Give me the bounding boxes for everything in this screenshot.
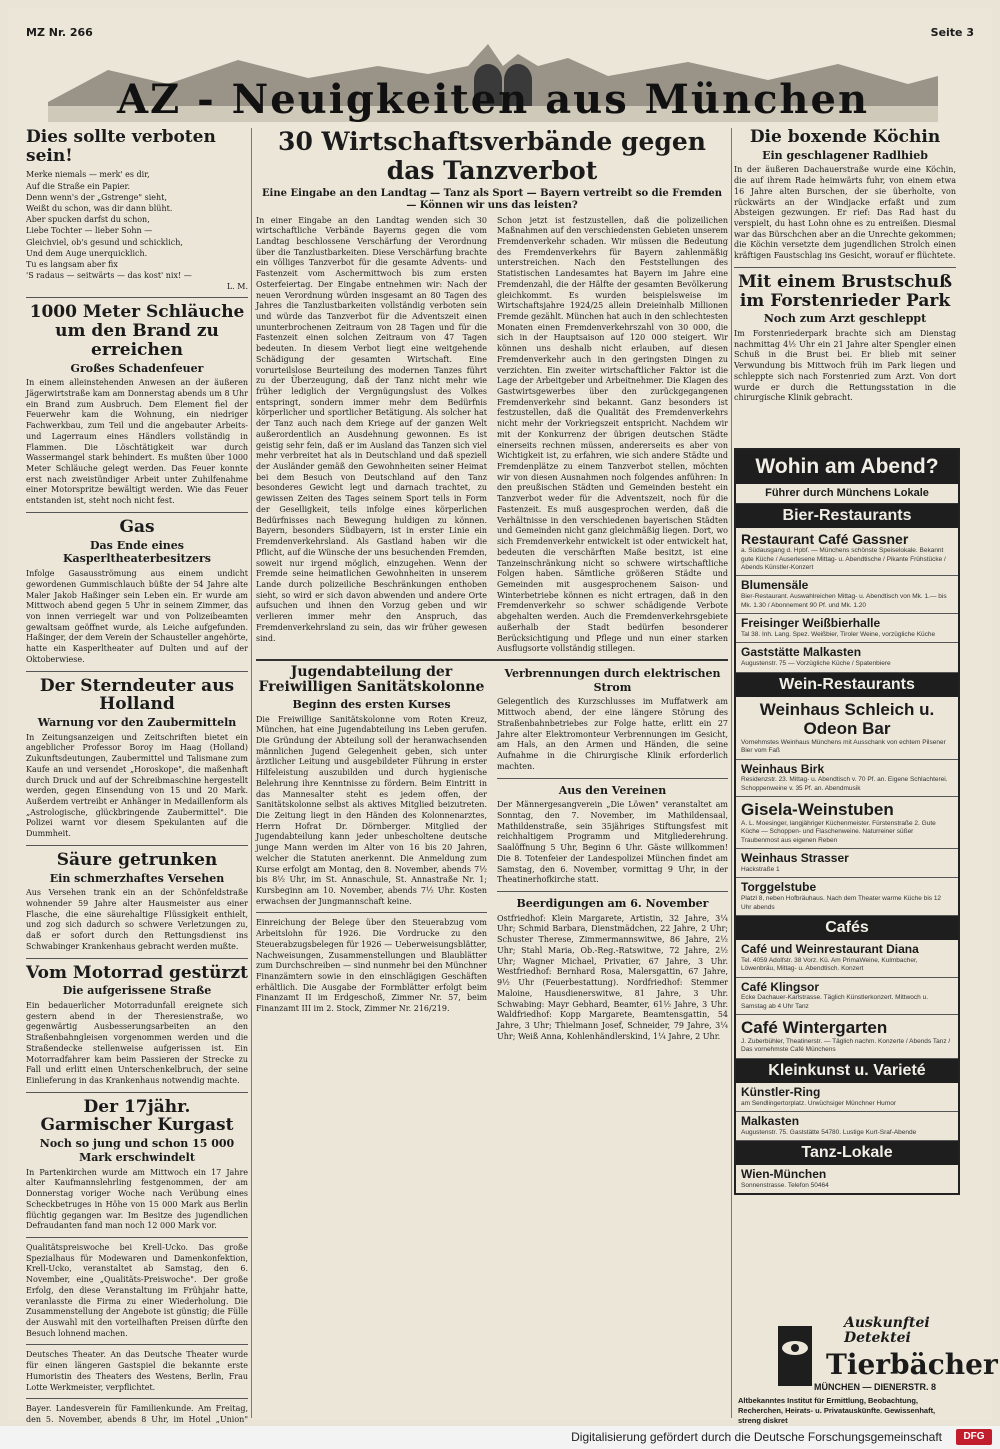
column-rule (731, 128, 732, 1418)
divider (26, 1344, 248, 1345)
poem (26, 169, 248, 292)
article-text: Die Freiwillige Sanitätskolonne vom Roten Kreuz, München, hat eine Jugendabteilung ins Leben gerufen. Die Gründung der Abteilung soll der heranwachsenden männlichen Jugend Gelegenheit geben, sich unter ärztlicher Leitung und ausgebildeter Führung in erster Hilfeleistung auszubilden und durch hygienische Belehrung ihre Kenntnisse zu fördern. Beim Eintritt in das Mannesalter steht es jedem offen, der Sanitätskolonne selbst als aktives Mitglied beizutreten. Die Zeitung liegt in den Händen des Kolonnenarztes, Herrn Hofrat Dr. Dörnberger. Mitglied der Jugendabteilung kann jeder unbescholtene deutsche junge Mann werden im Alter von 16 bis 20 Jahren, welcher die Statuten anerkennt. Die Anmeldung zum Kurse erfolgt am Montag, den 8. November, abends 7½ bis 8½ Uhr, im St. Annaschule, St. Annastraße Nr. 1; Kursbeginn am 10. November, abends 7½ Uhr. Kosten erwachsen der Jungmannschaft keine. (256, 714, 487, 906)
eye-icon (778, 1326, 812, 1386)
ad-entry-desc: Platzl 8, neben Hofbräuhaus. Nach dem Theater warme Küche bis 12 Uhr abends (741, 895, 942, 911)
poem-line: Auf die Straße ein Papier. (26, 181, 130, 191)
ad-entry-desc: Bier-Restaurant. Auswahlreichen Mittag- u. Abendtisch von Mk. 1.— bis Mk. 1.30 / Abonnement 90 Pf. und Mk. 1.20 (741, 593, 947, 609)
ad-entry-name: Weinhaus Birk (741, 761, 825, 776)
poem-line: Tu es langsam aber fix (26, 259, 118, 269)
ad-section-header: Bier-Restaurants (736, 504, 958, 528)
divider (256, 912, 487, 913)
article-title: Verbrennungen durch elektrischen Strom (504, 666, 721, 694)
article-title: Jugendabteilung der Freiwilligen Sanitätskolonne (258, 663, 485, 696)
ad-section-header: Cafés (736, 916, 958, 940)
article-text: In einer Eingabe an den Landtag wenden sich 30 wirtschaftliche Verbände Bayerns gegen die vom Landtag beschlossene Verschärfung der Verordnung über die Tanzlustbarkeiten. Diese Verschärfung brachte ein völliges Tanzverbot für die gesamte Advents- und Fastenzeit vom Aschermittwoch bis zum ersten Osterfeiertag. Der Eingabe entnehmen wir: Nach der neuen Verordnung würden insgesamt an 80 Tagen des Jahres die Tanzlustbarkeiten vollständig verboten sein und würde das Tanzverbot für die Adventszeit einen ununterbrochenen Zeitraum von 28 Tagen und für die Fastenzeit einen solchen Zeitraum von 47 Tagen bedeuten. In diesem Verbot liegt eine weitgehende Schädigung der gesamten Wirtschaft. Eine vorurteilslose Beurteilung des modernen Tanzes führt zu der Überzeugung, daß der Tanz nicht mehr wie früher lediglich der Vergnügungslust des Volkes entspringt, sondern immer mehr dem Bedürfnis körperlicher und sportlicher Betätigung. Als solcher hat der Tanz auch nach dem Kriege auf der ganzen Welt außerordentlich an Ausdehnung gewonnen. Es ist geistig sehr fein, daß er im Ausland das Tanzen sich viel mehr verbreitet hat als in Deutschland und daß speziell der Ausländer gemäß den Gewohnheiten seiner Heimat bei dem Besuch von Deutschland auf den Tanz besonderes Gewicht legt und darnach trachtet, zu gewissen Zeiten des Tages seinem Sport teils in Form der Geselligkeit, teils infolge eines körperlichen Bedürfnisses nach Bewegung huldigen zu können. Bayern, besonders Südbayern, ist in erster Linie ein Fremdenverkehrsland. Als Gastland haben wir die Pflicht, auf die Wünsche der uns besuchenden Fremden, soweit nur irgend möglich, einzugehen. Wenn der Fremde seine heimatlichen Gewohnheiten in unserem Lande durch polizeiliche Beschränkungen enthoben sieht, so wird er sich davon abwenden und andere Orte aufsuchen und ihnen den Vorzug geben und wir verlieren immer mehr den Anspruch, das Fremdenverkehrsland zu sein, das wir früher gewesen sind. (256, 215, 487, 643)
divider (734, 267, 956, 268)
page-number: Seite 3 (930, 26, 974, 39)
divider (497, 778, 728, 779)
ad-entry-desc: Residenzstr. 23. Mittag- u. Abendtisch v. 70 Pf. an. Eigene Schlachterei. Schoppenweine v. 35 Pf. an. Abendmusik (741, 776, 948, 792)
article-subtitle: Beginn des ersten Kurses (292, 697, 451, 711)
lower-articles (256, 665, 728, 1042)
article-text: Infolge Gasausströmung aus einem undicht gewordenen Gummischlauch büßte der 54 Jahre alte Maler Jakob Haßinger sein Leben ein. Er wurde am Mittwoch abend gegen 5 Uhr in seinem Zimmer, das von innen verriegelt war und von Polizeibeamten gewaltsam geöffnet wurde, als Leiche aufgefunden. Haßinger, der dem Verein der Schausteller angehörte, hatte ein Kasperltheater auf Dulten und auf der Oktoberwiese. (26, 569, 248, 664)
notice-text: Bayer. Landesverein für Familienkunde. Am Freitag, den 5. November, abends 8 Uhr, im Hotel „Union" (26, 1404, 248, 1425)
ad-entry (736, 797, 958, 849)
article-subtitle: Noch so jung und schon 15 000 Mark erschwindelt (39, 1137, 235, 1164)
ad-entry (736, 940, 958, 978)
dfg-logo: DFG (956, 1429, 992, 1445)
poem-line: Denn wenn's der „Gstrenge" sieht, (26, 192, 167, 202)
ad-subtitle: Führer durch Münchens Lokale (736, 484, 958, 504)
ad-entry (736, 528, 958, 576)
ad-title: Wohin am Abend? (736, 450, 958, 484)
ad-entry-name: Café Klingsor (741, 979, 820, 994)
article-subtitle: Großes Schadenfeuer (70, 361, 204, 375)
ad-entry-name: Künstler-Ring (741, 1084, 821, 1099)
poem-line: Liebe Tochter — lieber Sohn — (26, 226, 153, 236)
ad-entry-name: Gaststätte Malkasten (741, 645, 862, 660)
article-title: Aus den Vereinen (558, 783, 667, 797)
divider (497, 891, 728, 892)
poem-line: Merke niemals — merk' es dir, (26, 170, 150, 180)
section-banner (48, 40, 938, 122)
ad-entry-name: Wien-München (741, 1167, 827, 1182)
ad-entry (736, 643, 958, 672)
ad-entry-name: Café und Weinrestaurant Diana (741, 941, 919, 956)
ad-entry-desc: Vornehmstes Weinhaus Münchens mit Ausschank von echtem Pilsener Bier vom Faß (741, 738, 946, 755)
ad-entry-desc: Augustenstr. 75. Gaststätte 54780. Lustige Kurt-Sraf-Abende (741, 1128, 917, 1136)
article-title: Gas (119, 516, 155, 537)
divider (26, 958, 248, 959)
poem-line: 'S radaus — seitwärts — das kost' nix! — (26, 271, 192, 281)
poem-line: Aber spucken darfst du schon, (26, 215, 150, 225)
column-right (734, 128, 956, 404)
ad-entry-name: Torggelstube (741, 880, 817, 895)
poem-line: Weißt du schon, was dir dann blüht. (26, 203, 173, 213)
article-text: Gelegentlich des Kurzschlusses im Muffatwerk am Mittwoch abend, der eine längere Störung des Straßenbahnbetriebes zur Folge hatte, erlitt ein 27 Jahre alter Elektromonteur Verbrennungen im Gesicht, am Hals, an den Armen und Händen, die seine Aufnahme in die Chirurgische Klinik erforderlich machten. (497, 697, 728, 771)
banner-title: AZ - Neuigkeiten aus München (116, 76, 870, 123)
ad-entry-name: Gisela-Weinstuben (741, 800, 894, 820)
ad-entry (736, 978, 958, 1016)
ad-entry-desc: a. Südausgang d. Hpbf. — Münchens schönste Speiselokale. Bekannt gute Küche / Auserlesene Mittag- u. Abendtische / Pikante Frühstücke / Abends Künstler-Konzert (741, 547, 946, 571)
notice-text: Einreichung der Belege über den Steuerabzug vom Arbeitslohn für 1926. Die Vordrucke zu den Steuerabzugsbelegen für 1926 — Ueberweisungsblätter, Nachweisungen, Zusammenstellungen und Blaublätter zum Durchschreiben — sind nunmehr bei den Münchner Finanzämtern sowie in den einschlägigen Geschäften erhältlich. Die Ausgabe der Formblätter erfolgt beim Finanzamt II im Erdgeschoß, Zimmer Nr. 57, beim Finanzamt III im 2. Stock, Zimmer Nr. 216/219. (256, 918, 487, 1014)
ad-entry (736, 614, 958, 643)
article-text: In Zeitungsanzeigen und Zeitschriften bietet ein angeblicher Professor Boroy im Haag (Holland) Zukunftsdeutungen, Zaubermittel und Talismane zum Kaufe an und versendet „Horoskope", die maßenhaft durch Druck und auf der Schreibmaschine hergestellt werden, gegen Einsendung von 15 und 20 Mark. Außerdem vertreibt er Anhänger in Medaillenform als „Astrologische, glückbringende Zaubermittel". Die Polizei warnt vor diesem Spekulanten auf die Dummheit. (26, 732, 248, 839)
ad-section-header: Kleinkunst u. Varieté (736, 1059, 958, 1083)
poem-author: L. M. (226, 282, 248, 292)
poem-line: Gleichviel, ob's gesund und schicklich, (26, 237, 183, 247)
article-subtitle: Ein schmerzhaftes Versehen (49, 871, 225, 885)
article-text: Aus Versehen trank ein an der Schönfeldstraße wohnender 59 Jahre alter Hausmeister aus einer Flasche, die eine säurehaltige Flüssigkeit enthielt, und zog sich dadurch so schwere Verletzungen zu, daß er sofort durch den Rettungsdienst ins Schwabinger Krankenhaus gebracht werden mußte. (26, 888, 248, 951)
column-center (256, 128, 728, 1042)
issue-number: MZ Nr. 266 (26, 26, 93, 39)
page-header (22, 22, 982, 42)
ad-brand: Tierbächer (826, 1348, 998, 1381)
divider (26, 1092, 248, 1093)
article-text: In der äußeren Dachauerstraße wurde eine Köchin, die auf ihrem Rade heimwärts fuhr, von einem etwa 16 Jahre alten Burschen, der sie überholte, von rückwärts an der Windjacke erfaßt und zum Absteigen gezwungen. Er rief: Das Rad hast du verspielt, du hast Lohn ohne es zu entreißen. Diesmal war das Bürschchen aber an die Unrechte gekommen; die Köchin versetzte dem jugendlichen Strolch einen kräftigen Faustschlag ins Gesicht, worauf er flüchtete. (734, 165, 956, 261)
divider (26, 845, 248, 846)
article-title: Beerdigungen am 6. November (516, 897, 709, 910)
detective-agency-ad (734, 1315, 998, 1425)
article-title: Der Sterndeuter aus Holland (39, 675, 235, 715)
article-subtitle: Die aufgerissene Straße (62, 984, 212, 998)
ad-entry-name: Weinhaus Strasser (741, 851, 849, 866)
article-text: Der Männergesangverein „Die Löwen" veranstaltet am Sonntag, den 7. November, im Mathildensaal, Mathildenstraße, sein 35jähriges Stiftungsfest mit reichhaltigem Programm und Mitgliederehrung. Saalöffnung 5 Uhr, Beginn 6 Uhr. Gäste willkommen! Die 8. Totenfeier der Landespolizei München findet am Samstag, den 6. November, vormittag 9 Uhr, in der Theatinerhofkirche statt. (497, 800, 728, 885)
restaurant-guide-ad (734, 448, 960, 1195)
divider (26, 1398, 248, 1399)
divider (26, 512, 248, 513)
ad-description: Altbekanntes Institut für Ermittlung, Beobachtung, Recherchen, Heirats- u. Privatauskünfte. Gewissenhaft, streng diskret (738, 1396, 936, 1425)
poem-line: Und dem Auge unerquicklich. (26, 248, 148, 258)
ad-entry-desc: Tal 38. Inh. Lang. Spez. Weißbier, Tiroler Weine, vorzügliche Küche (741, 630, 936, 638)
article-title: Vom Motorrad gestürzt (26, 962, 248, 983)
ad-entry (736, 1165, 958, 1193)
divider (256, 659, 728, 661)
ad-section-header: Wein-Restaurants (736, 673, 958, 697)
ad-line: Auskunftei Detektei (844, 1315, 930, 1347)
article-title: Mit einem Brustschuß im Forstenrieder Park (737, 271, 953, 311)
notice-text: Qualitätspreiswoche bei Krell-Ucko. Das große Spezialhaus für Modewaren und Damenkonfektion, Krell-Ucko, veranstaltet ab Samstag, den 6. November, eine „Qualitäts-Preiswoche". Der große Erfolg, den diese Veranstaltung im Frühjahr hatte, veranlasste die Firma zu einer Wiederholung. Die Zusammenstellung der Angebote ist günstig; die Fülle der Auswahl mit den vorteilhaften Preisen dürfte den Besuch lohnend machen. (26, 1242, 248, 1338)
article-text: Schon jetzt ist festzustellen, daß die polizeilichen Maßnahmen auf den verschiedensten Gebieten unserem Fremdenverkehr schaden. Wir müssen die Bedeutung des Fremdenverkehrs für Bayern zahlenmäßig unterstreichen. Nach den Feststellungen des Statistischen Landesamtes hat Bayern im Jahre eine Fremdenzahl, die der Hälfte der gesamten Bevölkerung gleichkommt. Es wurden beispielsweise im Wirtschaftsjahre 1924/25 allein Dreieinhalb Millionen Fremde gezählt. München hat auch in den schlechtesten Monaten einen Fremdenverkehrszahl von 30 000, die sich in der Hauptsaison auf 120 000 steigert. Wir können uns deshalb nicht erlauben, auf diesen Fremdenverkehr auch in den geringsten Dingen zu verzichten. Ein zweiter wirtschaftlicher Faktor ist die Lage der Arbeitgeber und Arbeitnehmer. Die Klagen des Gastwirtsgewerbes über den zurückgegangenen Fremdenverkehr sind bekannt. Ganz besonders ist festzustellen, daß die Qualität des Fremdenverkehrs nicht mehr der Vorkriegszeit entspricht. Nachdem wir mit der Konkurrenz der übrigen deutschen Städte einerseits rechnen müssen, andererseits es aber von Wichtigkeit ist, zu erfahren, wie sich andere Städte und Fremdenplätze zu einem Tanzverbot stellen, möchten wir von diesen Ausnahmen noch folgendes anführen: In den preußischen Städten und Gemeinden besteht ein Tanzverbot weder für die Adventszeit, noch für die Fastenzeit. Es muß ausgesprochen werden, daß die Verhältnisse in den verschiedenen bayerischen Städten und Gemeinden nicht ganz gleichmäßig liegen. Dort, wo sich Fremdenverkehr entwickelt ist oder entwickelt hat, bedeuten die verschärften Maße besitzt, ist eine Tanzeinschränkung nicht so schwere wirtschaftliche Folgen haben. Sämtliche größeren Städte und Gemeinden mit ausgesprochenem Saison- und Winterbetriebe können es nicht ertragen, daß in den Fremdenverkehr so schwer schädigende Verbote abgehalten werden. Auch die Fremdenverkehrsgebiete außerhalb der Stadt bedürfen besonderer Berücksichtigung und Pflege und nun einer starken Ausflugsorte vollständig stillegen. (497, 215, 728, 654)
ad-entry-name: Blumensäle (741, 578, 809, 593)
ad-entry (736, 1015, 958, 1058)
ad-entry-desc: Augustenstr. 75 — Vorzügliche Küche / Spatenbiere (741, 660, 891, 668)
article-title: Der 17jähr. Garmischer Kurgast (40, 1096, 234, 1136)
ad-entry (736, 576, 958, 614)
article-subtitle: Noch zum Arzt geschleppt (763, 312, 927, 326)
ad-entry-name: Freisinger Weißbierhalle (741, 616, 881, 631)
article-text: In Partenkirchen wurde am Mittwoch ein 17 Jahre alter Kaufmannslehrling festgenommen, der am Donnerstag voriger Woche nach Verübung eines Scheckbetruges in Höhe von 15 000 Mark aus Berlin flüchtig gegangen war. Im Besitze des jugendlichen Defraudanten fand man noch 12 000 Mark vor. (26, 1167, 248, 1231)
footer-bar (0, 1426, 1000, 1449)
article-title: 1000 Meter Schläuche um den Brand zu erreichen (29, 302, 245, 360)
article-text: Ein bedauerlicher Motorradunfall ereignete sich gestern abend in der Theresienstraße, wo gegenwärtig Ausbesserungsarbeiten an den Straßenbahngleisen vorgenommen werden und die Straßendecke stellenweise aufgerissen ist. Ein Motorradfahrer kam beim Passieren der Strecke zu Fall und erlitt einen Unterschenkelbruch, der seine Einlieferung in das Krankenhaus notwendig machte. (26, 1001, 248, 1086)
ad-entry (736, 760, 958, 798)
ad-entry-desc: am Sendlingertorplatz. Urwüchsiger Münchner Humor (741, 1099, 896, 1107)
article-title: Säure getrunken (56, 849, 218, 870)
article-text: Ostfriedhof: Klein Margarete, Artistin, 32 Jahre, 3¼ Uhr; Schmid Barbara, Dienstmädchen, 22 Jahre, 2 Uhr; Schuster Therese, Zimmermannswitwe, 86 Jahre, 2½ Uhr; Stahl Maria, Ob.-Reg.-Ratswitwe, 72 Jahre, 2½ Uhr; Wagner Michael, Privatier, 67 Jahre, 3 Uhr. Westfriedhof: Bernhard Rosa, Malersgattin, 67 Jahre, 9½ Uhr (Feuerbestattung). Nordfriedhof: Stemmer Maloine, Hausdienerswitwe, 81 Jahre, 3 Uhr. Schwabing: Mayr Gebhard, Beamter, 61½ Jahre, 3 Uhr. Waldfriedhof: Kopp Margarete, Beamtensgattin, 54 Jahre, 3 Uhr; Thielmann Josef, Schneider, 79 Jahre, 3¼ Uhr; Weiß Anna, Kohlenhändlerskind, 1¼ Jahre, 2 Uhr. (497, 913, 728, 1041)
article-subtitle: Ein geschlagener Radlhieb (762, 148, 928, 162)
funding-note: Digitalisierung gefördert durch die Deutsche Forschungsgemeinschaft (571, 1430, 942, 1444)
headline-subtitle: Eine Eingabe an den Landtag — Tanz als Sport — Bayern vertreibt so die Fremden — Können wir uns das leisten? (261, 187, 723, 211)
divider (26, 297, 248, 298)
poem-title: Dies sollte verboten sein! (26, 127, 216, 166)
article-subtitle: Das Ende eines Kasperltheaterbesitzers (62, 538, 211, 566)
ad-entry-desc: Hackstraße 1 (741, 865, 780, 873)
column-left (26, 128, 248, 1447)
ad-entry (736, 878, 958, 916)
ad-entry-desc: A. L. Moesinger, langjähriger Küchenmeister. Fürstenstraße 2. Gute Küche — Schoppen- und Flaschenweine. Naturreiner süßer Traubenmost aus eigenen Reben (741, 819, 936, 844)
ad-entry-desc: Tel. 4059 Adolfstr. 38 Vorz. Kü. Am PrimaWeine, Kulmbacher, Löwenbräu, Mittag- u. Abendtisch. Konzert (741, 956, 918, 973)
ad-entry-name: Malkasten (741, 1113, 800, 1128)
article-text: Im Forstenriederpark brachte sich am Dienstag nachmittag 4½ Uhr ein 21 Jahre alter Spengler einen Schuß in die Brust bei. Er blieb mit seiner Verwundung bis Mittwoch früh im Park liegen und schleppte sich nach Forstenried zum Arzt. Von dort wurde er durch die Rettungsstation in die chirurgische Klinik gebracht. (734, 329, 956, 403)
ad-entry-desc: J. Zuberbühler, Theatinerstr. — Täglich nachm. Konzerte / Abends Tanz / Das vornehmste Café Münchens (741, 1037, 951, 1054)
ad-entry (736, 697, 958, 760)
headline-article (256, 213, 728, 655)
ad-entry-desc: Sonnenstrasse. Telefon 50464 (741, 1181, 829, 1189)
divider (26, 671, 248, 672)
article-subtitle: Warnung vor den Zaubermitteln (37, 715, 237, 729)
ad-entry-name: Restaurant Café Gassner (741, 531, 909, 547)
ad-entry (736, 1083, 958, 1112)
ad-section-header: Tanz-Lokale (736, 1141, 958, 1165)
column-rule (251, 128, 252, 1418)
article-text: In einem alleinstehenden Anwesen an der äußeren Jägerwirtstraße kam am Donnerstag abends um 8 Uhr ein Brand zum Ausbruch. Dem Element fiel der Feuerwehr kam die Wohnung, ein niedriger Fachwerkbau, zum Teil und die angebauter Arbeits- und Lagerraum eines Händlers vollständig in Flammen. Die Löschtätigkeit war durch Wassermangel stark behindert. Es mußten über 1000 Meter Schläuche gelegt werden. Das Feuer konnte erst nach zweistündiger Arbeit unter Zuhilfenahme einer Motorspritze bewältigt werden. Wie das Feuer entstanden ist, steht noch nicht fest. (26, 378, 248, 506)
divider (26, 1237, 248, 1238)
article-title: Die boxende Köchin (749, 127, 941, 147)
headline: 30 Wirtschaftsverbände gegen das Tanzverbot (278, 127, 706, 185)
notice-text: Deutsches Theater. An das Deutsche Theater wurde für einen längeren Gastspiel die bekannte erste Humoristin des Theaters des Westens, Berlin, Frau Lotte Werkmeister, verpflichtet. (26, 1350, 248, 1392)
ad-entry-name: Café Wintergarten (741, 1018, 888, 1038)
ad-entry (736, 849, 958, 878)
ad-entry (736, 1112, 958, 1141)
ad-entry-desc: Ecke Dachauer-Karlstrasse. Täglich Künstlerkonzert. Mittwoch u. Samstag ab 4 Uhr Tanz (741, 994, 929, 1010)
ad-address: MÜNCHEN — DIENERSTR. 8 (814, 1382, 937, 1392)
ad-entry-name: Weinhaus Schleich u. Odeon Bar (759, 699, 935, 739)
